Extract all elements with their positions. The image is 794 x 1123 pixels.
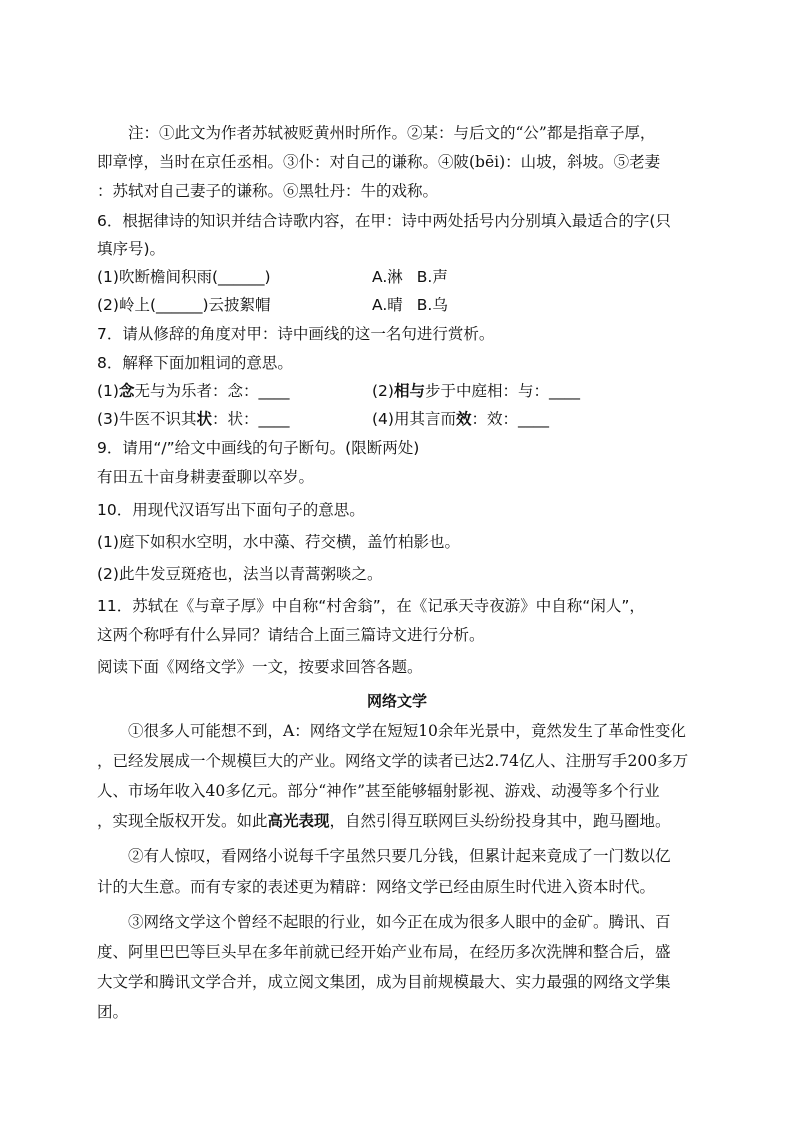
note-line-2: 即章惇，当时在京任丞相。③仆：对自己的谦称。④陂(bēi)：山坡，斜坡。⑤老妻	[97, 153, 661, 171]
article-title: 网络文学	[366, 692, 427, 710]
question-9-text: 9．请用“/”给文中画线的句子断句。(限断两处)	[97, 439, 420, 457]
reading-intro: 阅读下面《网络文学》一文，按要求回答各题。	[97, 658, 423, 676]
question-6-item-1	[97, 266, 707, 288]
paragraph-3-line-1: ③网络文学这个曾经不起眼的行业，如今正在成为很多人眼中的金矿。腾讯、百	[128, 913, 671, 931]
question-11-text: 11．苏轼在《与章子厚》中自称“村舍翁”，在《记承天寺夜游》中自称“闲人”，	[97, 597, 645, 615]
item-1-text: (1)吹断檐间积雨(______)	[97, 268, 271, 286]
bold-word: 效	[455, 410, 472, 428]
paragraph-2-line-1: ②有人惊叹，看网络小说每千字虽然只要几分钱，但累计起来竟成了一门数以亿	[128, 847, 671, 865]
question-10-sentence-2: (2)此牛发豆斑疮也，法当以青蒿粥啖之。	[97, 565, 383, 583]
note-line-1: 注：①此文为作者苏轼被贬黄州时所作。②某：与后文的“公”都是指章子厚，	[128, 124, 656, 142]
bold-word: 念	[118, 382, 135, 400]
bold-word: 相与	[393, 382, 425, 400]
option-a: A.淋	[372, 268, 403, 286]
paragraph-3-line-2: 度、阿里巴巴等巨头早在多年前就已经开始产业布局，在经历多次洗牌和整合后，盛	[97, 943, 671, 961]
paragraph-1-line-1: ①很多人可能想不到，A：网络文学在短短10余年光景中，竟然发生了革命性变化	[128, 722, 686, 740]
question-11-text-cont: 这两个称呼有什么异同？请结合上面三篇诗文进行分析。	[97, 626, 485, 644]
bold-word: 状	[196, 410, 212, 428]
question-8-text: 8．解释下面加粗词的意思。	[97, 354, 293, 372]
paragraph-2-line-2: 计的大生意。而有专家的表述更为精辟：网络文学已经由原生时代进入资本时代。	[97, 878, 656, 896]
q8-item-1: (1)念无与为乐者：念：____	[97, 382, 290, 400]
paragraph-3-line-3: 大文学和腾讯文学合并，成立阅文集团，成为目前规模最大、实力最强的网络文学集	[97, 973, 671, 991]
question-6-item-2	[97, 294, 707, 316]
item-2-text: (2)岭上(______)云披絮帽	[97, 296, 271, 314]
paragraph-1-line-4: ，实现全版权开发。如此高光表现，自然引得互联网巨头纷纷投身其中，跑马圈地。	[97, 811, 671, 830]
option-a: A.晴	[372, 296, 403, 314]
note-line-3: ：苏轼对自己妻子的谦称。⑥黑牡丹：牛的戏称。	[97, 182, 439, 200]
question-6-text: 6．根据律诗的知识并结合诗歌内容，在甲：诗中两处括号内分别填入最适合的字(只	[97, 212, 671, 230]
option-b: B.声	[416, 268, 448, 286]
q8-item-4: (4)用其言而效：效：____	[372, 410, 549, 428]
question-8-row-1	[97, 380, 707, 402]
paragraph-1-line-2: ，已经发展成一个规模巨大的产业。网络文学的读者已达2.74亿人、注册写手200多万	[97, 752, 689, 770]
question-10-text: 10．用现代汉语写出下面句子的意思。	[97, 501, 365, 519]
q8-item-3: (3)牛医不识其状：状：____	[97, 410, 290, 428]
question-8-row-2	[97, 408, 707, 430]
paragraph-3-line-4: 团。	[97, 1003, 129, 1021]
option-b: B.乌	[416, 296, 448, 314]
question-10-sentence-1: (1)庭下如积水空明，水中藻、荇交横，盖竹柏影也。	[97, 533, 460, 551]
paragraph-1-line-3: 人、市场年收入40多亿元。部分“神作”甚至能够辐射影视、游戏、动漫等多个行业	[97, 782, 660, 800]
question-7-text: 7．请从修辞的角度对甲：诗中画线的这一名句进行赏析。	[97, 325, 495, 343]
question-9-sentence: 有田五十亩身耕妻蚕聊以卒岁。	[97, 468, 315, 486]
question-6-text-cont: 填序号)。	[97, 240, 166, 258]
q8-item-2: (2)相与步于中庭相：与：____	[372, 382, 580, 400]
bold-phrase: 高光表现	[267, 811, 330, 830]
